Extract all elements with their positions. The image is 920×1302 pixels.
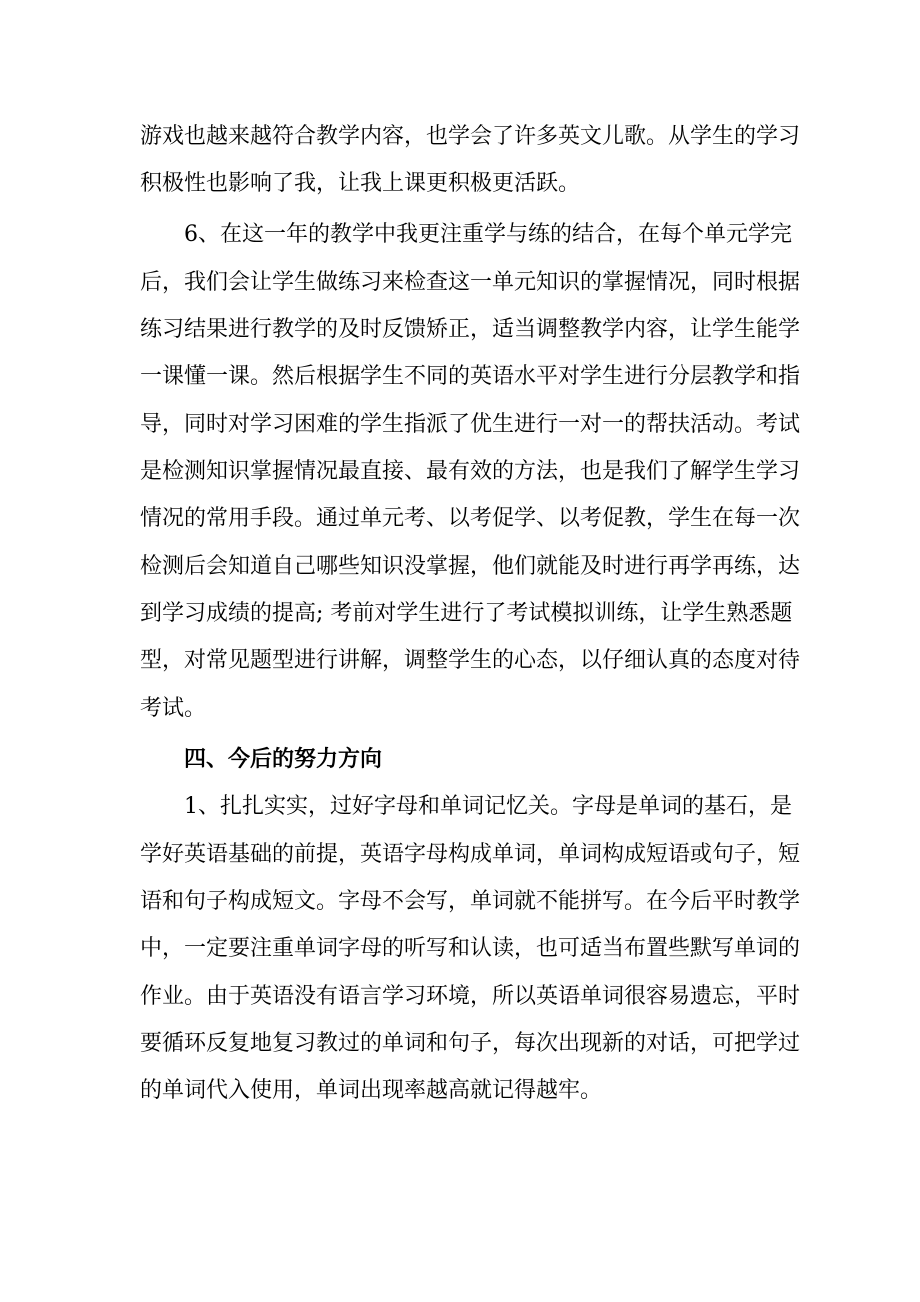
paragraph-1-line-4: 中，一定要注重单词字母的听写和认读，也可适当布置些默写单词的	[140, 936, 801, 961]
paragraph-1-line-3: 语和句子构成短文。字母不会写，单词就不能拼写。在今后平时教学	[140, 889, 801, 914]
section-heading: 四、今后的努力方向	[184, 746, 383, 772]
paragraph-6-line-1: 6、在这一年的教学中我更注重学与练的结合，在每个单元学完	[184, 222, 792, 247]
paragraph-intro-line-1: 游戏也越来越符合教学内容，也学会了许多英文儿歌。从学生的学习	[140, 124, 801, 149]
paragraph-6-line-7: 情况的常用手段。通过单元考、以考促学、以考促教，学生在每一次	[140, 506, 801, 531]
paragraph-1-line-2: 学好英语基础的前提，英语字母构成单词，单词构成短语或句子，短	[140, 842, 801, 867]
paragraph-6-line-5: 导，同时对学习困难的学生指派了优生进行一对一的帮扶活动。考试	[140, 412, 801, 437]
paragraph-6-line-2: 后，我们会让学生做练习来检查这一单元知识的掌握情况，同时根据	[140, 270, 801, 295]
paragraph-6-line-11: 考试。	[140, 696, 207, 721]
paragraph-1-line-1: 1、扎扎实实，过好字母和单词记忆关。字母是单词的基石，是	[184, 794, 792, 819]
paragraph-1-line-7: 的单词代入使用，单词出现率越高就记得越牢。	[140, 1078, 603, 1103]
paragraph-6-line-6: 是检测知识掌握情况最直接、最有效的方法，也是我们了解学生学习	[140, 459, 801, 484]
paragraph-6-line-8: 检测后会知道自己哪些知识没掌握，他们就能及时进行再学再练，达	[140, 554, 801, 579]
paragraph-intro-line-2: 积极性也影响了我，让我上课更积极更活跃。	[140, 171, 581, 196]
paragraph-6-line-4: 一课懂一课。然后根据学生不同的英语水平对学生进行分层教学和指	[140, 364, 801, 389]
paragraph-6-line-3: 练习结果进行教学的及时反馈矫正，适当调整教学内容，让学生能学	[140, 317, 801, 342]
paragraph-1-line-6: 要循环反复地复习教过的单词和句子，每次出现新的对话，可把学过	[140, 1031, 801, 1056]
paragraph-6-line-10: 型，对常见题型进行讲解，调整学生的心态，以仔细认真的态度对待	[140, 648, 801, 673]
paragraph-6-line-9: 到学习成绩的提高; 考前对学生进行了考试模拟训练，让学生熟悉题	[140, 601, 793, 626]
paragraph-1-line-5: 作业。由于英语没有语言学习环境，所以英语单词很容易遗忘，平时	[140, 984, 801, 1009]
